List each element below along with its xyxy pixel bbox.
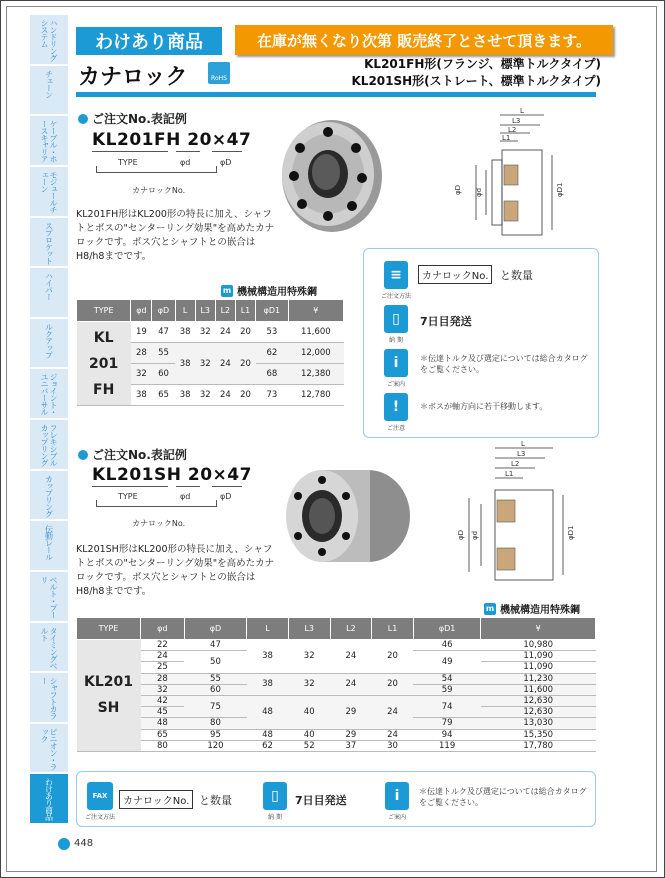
order-code-fh: KL201FH 20×47 xyxy=(92,130,252,150)
th-L3: L3 xyxy=(195,300,215,322)
bracket-line xyxy=(96,506,216,507)
sidebar-tab[interactable]: シャフトカラー xyxy=(30,673,68,723)
delivery-text: 7日目発送 xyxy=(420,315,472,328)
calendar-icon: ▯ xyxy=(384,305,408,333)
sidebar-tab[interactable]: ベルト・プーリ xyxy=(30,572,68,622)
sidebar-tab[interactable]: ルクアップ xyxy=(30,319,68,369)
underline xyxy=(92,486,168,487)
dim-L1: L1 xyxy=(502,134,511,142)
order-example-heading-sh: ご注文No.表記例 xyxy=(78,446,187,463)
order-label: カナロックNo. xyxy=(418,265,492,284)
table-row: 42 75 48 40 29 24 74 12,630 xyxy=(77,695,596,706)
table-row: 32 60 59 11,600 xyxy=(77,684,596,695)
sidebar-tab[interactable]: ピニオン・ラック xyxy=(30,724,68,774)
order-example-heading-fh: ご注文No.表記例 xyxy=(78,110,187,127)
delivery-text: 7日目発送 xyxy=(295,794,347,807)
sidebar-tab[interactable]: ハイパー xyxy=(30,268,68,318)
drawing-fh xyxy=(440,105,600,245)
material-tag-fh: m 機械構造用特殊鋼 xyxy=(222,286,317,298)
bottom-info-bar xyxy=(76,771,596,827)
type-cell: KL201 SH xyxy=(77,640,141,752)
info-box xyxy=(363,248,599,438)
label-d: φd xyxy=(180,158,191,167)
th-L2: L2 xyxy=(215,300,235,322)
th-d: φd xyxy=(131,300,152,322)
material-tag-sh: m 機械構造用特殊鋼 xyxy=(485,604,580,616)
drawing-sh xyxy=(455,440,600,590)
label-d: φd xyxy=(180,492,191,501)
delivery-icon-caption: 納 期 xyxy=(268,814,282,821)
header-rule xyxy=(76,92,596,97)
guide-icon-caption: ご案内 xyxy=(387,814,406,821)
caution-text: ＊ボスが軸方向に若干移動します。 xyxy=(420,402,548,411)
label-D: φD xyxy=(220,492,232,501)
spec-table-fh xyxy=(76,299,344,406)
dim-L1: L1 xyxy=(505,470,514,478)
th-price: ¥ xyxy=(481,618,596,640)
dim-D: φD xyxy=(454,184,462,195)
page-number: 448 xyxy=(74,838,94,849)
wakeari-badge: わけあり商品 xyxy=(76,27,222,55)
sidebar-tab[interactable]: わけあり商品 xyxy=(30,774,68,824)
page-title: カナロック xyxy=(78,65,188,90)
bracket-line xyxy=(96,166,97,173)
table-row: 48 80 79 13,030 xyxy=(77,718,596,729)
sidebar-tab[interactable]: ジョイント・ユニバーサル xyxy=(30,369,68,419)
order-code-sh: KL201SH 20×47 xyxy=(92,465,252,485)
sidebar-tab[interactable]: ケーブル・ホースキャリア xyxy=(30,116,68,166)
th-L2: L2 xyxy=(330,618,372,640)
th-price: ¥ xyxy=(288,300,343,322)
dim-d: φd xyxy=(471,530,479,540)
guide-text: ＊伝達トルク及び選定については総合カタログをご覧ください。 xyxy=(420,354,588,374)
th-D: φD xyxy=(152,300,175,322)
sidebar-tab[interactable]: チェーン xyxy=(30,66,68,116)
table-row: KL201 SH 22 47 38 32 24 20 46 10,980 xyxy=(77,640,596,651)
label-kanalock-no: カナロックNo. xyxy=(132,186,186,195)
table-row: 32 60 68 12,380 xyxy=(77,364,344,385)
sidebar-tab[interactable]: ハンドリングシステム xyxy=(30,15,68,65)
sidebar-tab[interactable]: タイミングベルト xyxy=(30,623,68,673)
description-fh: KL201FH形はKL200形の特長に加え、シャフトとボスの"センターリング効果"を高めたカナロックです。ボス穴とシャフトとの嵌合はH8/h8までです。 xyxy=(76,209,275,262)
product-photo-sh xyxy=(280,460,420,570)
sidebar xyxy=(30,15,68,825)
bracket-line xyxy=(216,166,217,173)
fax-icon: FAX xyxy=(87,782,113,810)
table-row: 28 55 38 32 24 20 62 12,000 xyxy=(77,343,344,364)
th-L1: L1 xyxy=(372,618,414,640)
info-icon: i xyxy=(384,349,408,377)
material-icon: m xyxy=(485,604,495,613)
dim-L3: L3 xyxy=(512,117,521,125)
description-sh: KL201SH形はKL200形の特長に加え、シャフトとボスの"センターリング効果"を高めたカナロックです。ボス穴とシャフトとの嵌合はH8/h8までです。 xyxy=(76,544,275,597)
th-L1: L1 xyxy=(235,300,255,322)
label-D: φD xyxy=(220,158,232,167)
table-row: 45 12,630 xyxy=(77,707,596,718)
material-icon: m xyxy=(222,286,232,295)
stock-banner: 在庫が無くなり次第 販売終了とさせて頂きます。 xyxy=(235,25,613,55)
th-D: φD xyxy=(184,618,246,640)
th-type: TYPE xyxy=(77,618,141,640)
bracket-line xyxy=(96,500,97,507)
sidebar-tab[interactable]: モジュールチェーン xyxy=(30,167,68,217)
bullet-icon xyxy=(78,450,88,460)
label-kanalock-no: カナロックNo. xyxy=(132,519,186,528)
sidebar-tab[interactable]: スプロケット xyxy=(30,218,68,268)
dim-d: φd xyxy=(475,187,483,197)
info-icon: i xyxy=(385,782,409,810)
dim-L: L xyxy=(521,440,525,448)
dim-D1: φD1 xyxy=(556,182,564,197)
dim-L: L xyxy=(520,107,524,115)
table-row: 25 11,090 xyxy=(77,662,596,673)
label-type: TYPE xyxy=(118,158,138,167)
th-type: TYPE xyxy=(77,300,131,322)
bullet-icon xyxy=(78,114,88,124)
underline xyxy=(212,486,242,487)
subtitle-sh: KL201SH形(ストレート、標準トルクタイプ) xyxy=(351,74,601,88)
underline xyxy=(176,151,200,152)
th-L: L xyxy=(175,300,195,322)
spec-table-sh xyxy=(76,617,596,752)
th-d: φd xyxy=(141,618,185,640)
order-icon-caption: ご注文方法 xyxy=(380,293,411,300)
table-row: 28 55 38 32 24 20 54 11,230 xyxy=(77,673,596,684)
th-L: L xyxy=(247,618,289,640)
guide-icon-caption: ご案内 xyxy=(386,381,405,388)
product-photo-fh xyxy=(270,108,390,238)
th-L3: L3 xyxy=(288,618,330,640)
sidebar-tab[interactable]: カップリング xyxy=(30,471,68,521)
order-suffix: と数量 xyxy=(500,269,533,282)
table-row: KL 201 FH 19 47 38 32 24 20 53 11,600 xyxy=(77,322,344,343)
bracket-line xyxy=(96,172,216,173)
label-type: TYPE xyxy=(118,492,138,501)
dim-L3: L3 xyxy=(517,450,526,458)
page-number-dot xyxy=(58,838,70,850)
th-D1: φD1 xyxy=(413,618,480,640)
th-D1: φD1 xyxy=(256,300,289,322)
calendar-icon: ▯ xyxy=(263,782,287,810)
fax-icon: ≡ xyxy=(384,261,408,289)
underline xyxy=(176,486,200,487)
order-icon-caption: ご注文方法 xyxy=(84,814,115,821)
delivery-icon-caption: 納 期 xyxy=(389,337,403,344)
table-row: 24 50 49 11,090 xyxy=(77,651,596,662)
table-row: 65 95 48 40 29 24 94 15,350 xyxy=(77,729,596,740)
caution-icon-caption: ご注意 xyxy=(386,425,405,432)
underline xyxy=(212,151,242,152)
type-cell: KL 201 FH xyxy=(77,322,131,406)
dim-D: φD xyxy=(457,529,465,540)
table-row: 38 65 38 32 24 20 73 12,780 xyxy=(77,385,344,406)
sidebar-tab[interactable]: フレキシブルカップリング xyxy=(30,420,68,470)
guide-text: ＊伝達トルク及び選定については総合カタログをご覧ください。 xyxy=(419,787,587,807)
bracket-line xyxy=(216,500,217,507)
underline xyxy=(92,151,168,152)
order-suffix: と数量 xyxy=(199,794,232,807)
caution-icon: ! xyxy=(384,393,408,421)
subtitle-fh: KL201FH形(フランジ、標準トルクタイプ) xyxy=(364,57,601,71)
order-label: カナロックNo. xyxy=(119,790,193,809)
sidebar-tab[interactable]: 伝動レール xyxy=(30,521,68,571)
dim-D1: φD1 xyxy=(567,525,575,540)
table-row: 80 120 62 52 37 30 119 17,780 xyxy=(77,740,596,751)
rohs-icon: RoHS xyxy=(208,62,230,84)
dim-L2: L2 xyxy=(511,460,520,468)
dim-L2: L2 xyxy=(508,126,517,134)
